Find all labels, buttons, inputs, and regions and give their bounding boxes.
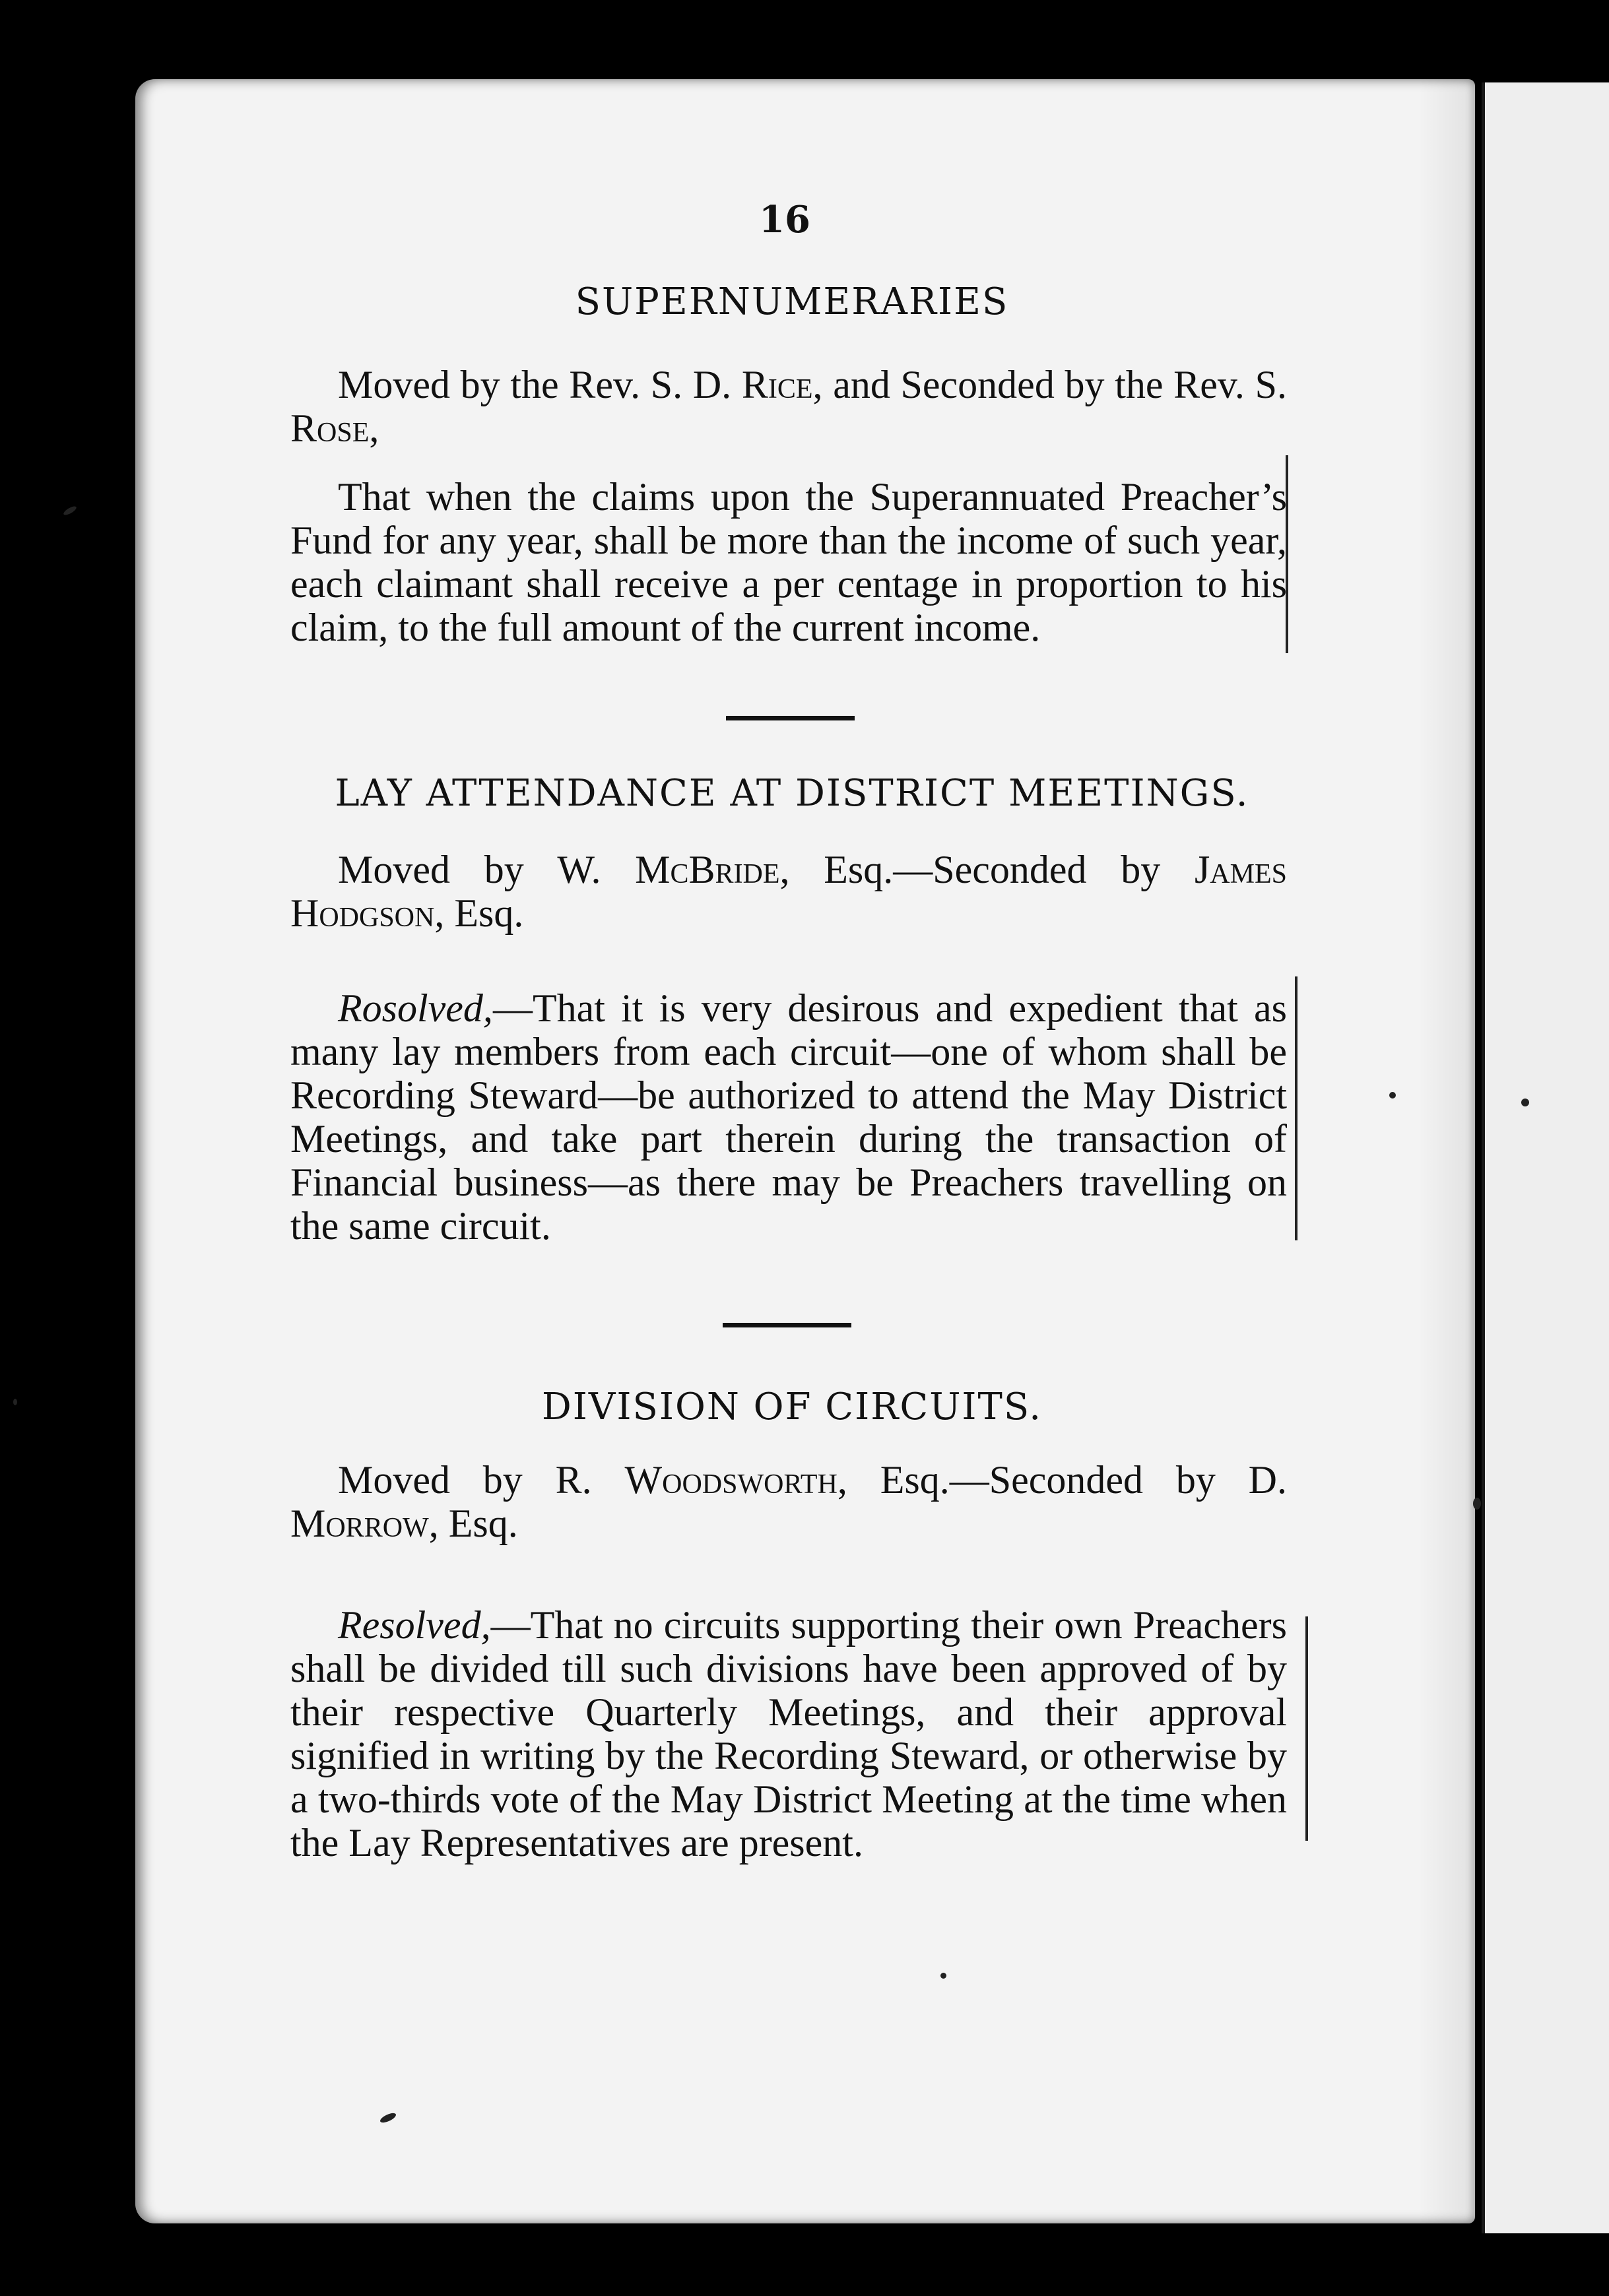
resolution-lead: Rosolved, [338,986,493,1030]
resolution-text: —That no circuits supporting their own Preachers shall be divided till such divisions have been approved of by their respective Quarterly Meetings, and their approval signified in writing by the Recording Steward, or otherwise by a two-thirds vote of the May District Meeting at the time when the Lay Representatives are present. [290,1603,1287,1865]
motion-prefix: Moved by R. [338,1458,625,1502]
resolution-text: —That it is very desirous and expedient that as many lay members from each circuit—one of whom shall be Recording Steward—be authorized to attend the May District Meetings, and take part therein during the transaction of Financial business—as there may be Preachers travelling on the same circuit. [290,986,1287,1248]
margin-bracket-mark [1305,1616,1308,1841]
mover-name: Rice [741,363,813,406]
motion-suffix: , Esq. [434,891,524,935]
motion-middle: , Esq.—Seconded by [779,848,1195,891]
section-heading-lay-attendance: LAY ATTENDANCE AT DISTRICT MEETINGS. [335,772,1249,815]
resolution-supernumeraries [290,475,1287,649]
section-heading-division-of-circuits: DIVISION OF CIRCUITS. [541,1386,1043,1428]
motion-prefix: Moved by W. [338,848,636,891]
margin-bracket-mark [1295,976,1297,1240]
scan-speck [1473,1498,1481,1510]
motion-suffix: , [369,406,379,450]
scan-speck [62,505,77,517]
scan-speck [1389,1092,1396,1099]
motion-middle: , and Seconded by the Rev. S. [812,363,1287,406]
scan-speck [940,1973,946,1979]
motion-division-of-circuits [290,1458,1287,1545]
seconder-name: Rose [290,406,370,450]
section-heading-supernumeraries: SUPERNUMERARIES [575,280,1009,323]
motion-lay-attendance [290,848,1287,935]
scan-speck [1521,1099,1529,1106]
resolution-text: That when the claims upon the Superannuated Preacher’s Fund for any year, shall be more than the income of such year, each claimant shall receive a per centage in proportion to his claim, to the full amount of the current income. [290,475,1287,649]
facing-page-edge [1482,82,1609,2233]
resolution-lay-attendance [290,986,1287,1248]
mover-name: McBride [635,848,780,891]
section-divider [726,716,855,720]
mover-name: Woodsworth [624,1458,837,1502]
resolution-division-of-circuits [290,1603,1287,1865]
scan-speck [13,1399,17,1405]
margin-bracket-mark [1286,455,1288,653]
motion-prefix: Moved by the Rev. S. D. [338,363,742,406]
section-divider [723,1323,851,1327]
resolution-lead: Resolved, [338,1603,491,1647]
seconder-name: James Hodgson [290,848,1287,935]
motion-suffix: , Esq. [428,1502,518,1545]
seconder-name: Morrow [290,1502,429,1545]
motion-supernumeraries [290,363,1287,450]
motion-middle: , Esq.—Seconded by D. [837,1458,1287,1502]
page-number: 16 [759,198,810,241]
gutter-shadow [1419,79,1478,2223]
